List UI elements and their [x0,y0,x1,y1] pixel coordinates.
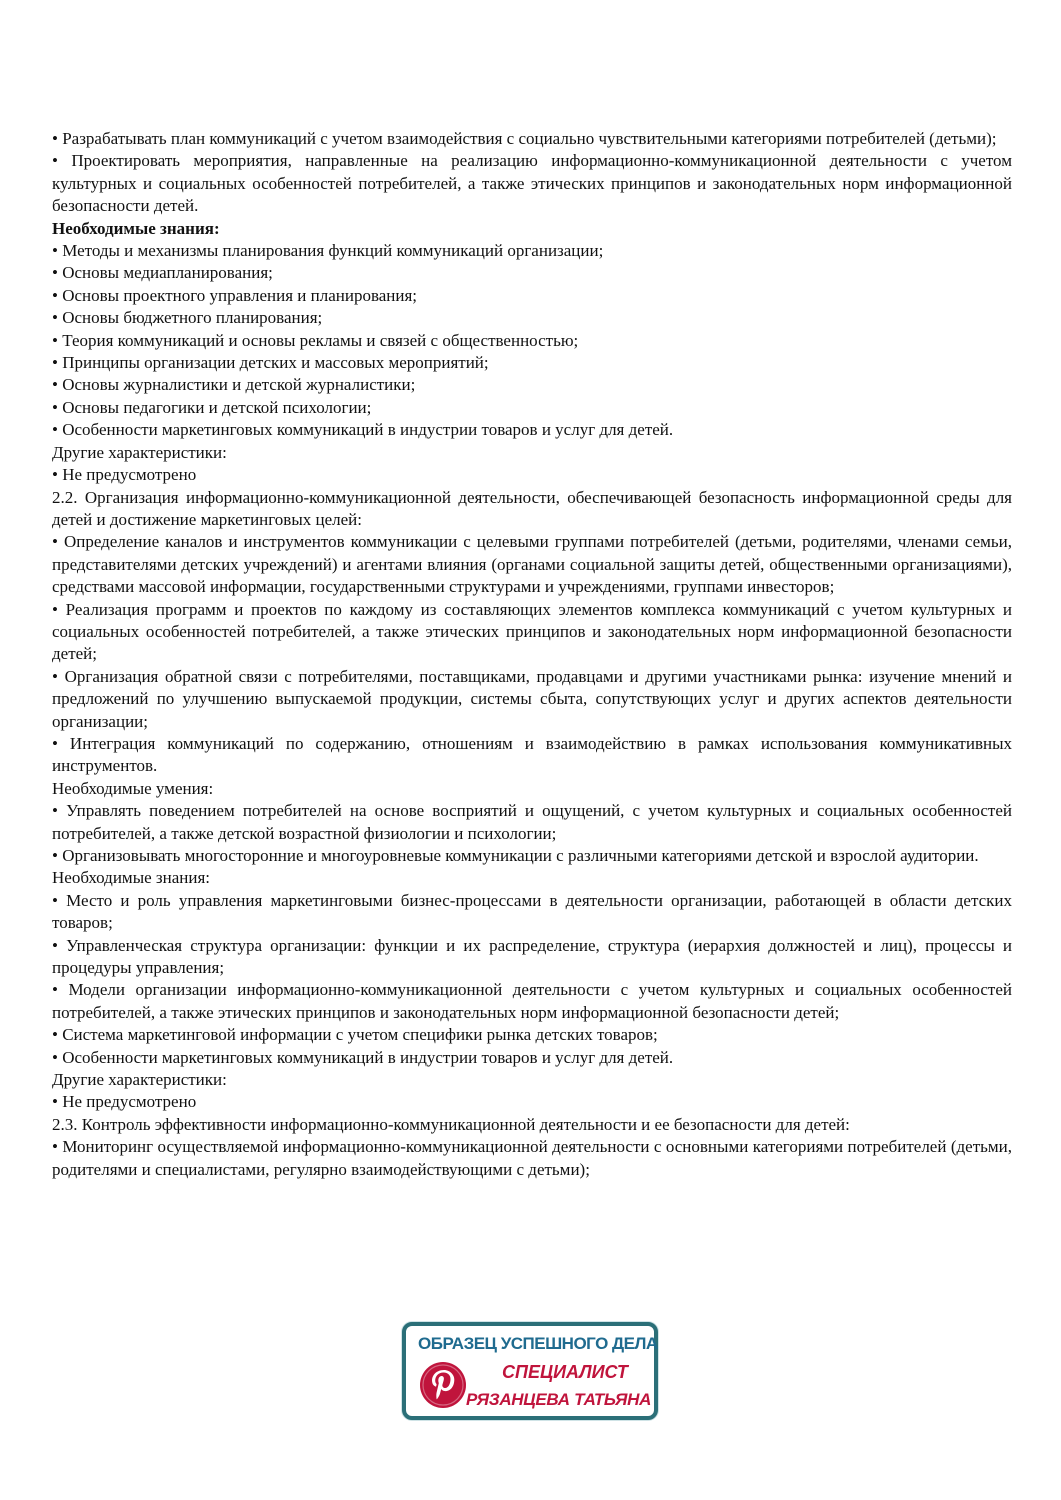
paragraph: • Основы журналистики и детской журналистики; [52,375,416,395]
watermark-stamp [402,1322,658,1420]
paragraph: Необходимые умения: [52,778,214,798]
paragraph: 2.2. Организация информационно-коммуникационной деятельности, обеспечивающей безопасность информационной среды для детей и достижение маркетинговых целей: [52,487,1012,529]
paragraph: Другие характеристики: [52,442,227,462]
paragraph: • Не предусмотрено [52,465,197,485]
pinterest-icon [418,1360,468,1410]
paragraph: • Основы бюджетного планирования; [52,308,323,328]
paragraph: • Управленческая структура организации: функции и их распределение, структура (иерархия должностей и лиц), процессы и процедуры управления; [52,935,1012,978]
paragraph: • Интеграция коммуникаций по содержанию, отношениям и взаимодействию в рамках использования коммуникативных инструментов. [52,733,1012,776]
paragraph: • Особенности маркетинговых коммуникаций в индустрии товаров и услуг для детей. [52,1047,674,1067]
stamp-subtitle: СПЕЦИАЛИСТ [502,1362,628,1382]
paragraph: • Определение каналов и инструментов коммуникации с целевыми группами потребителей (детьми, родителями, членами семьи, представителями детских учреждений) и агентами влияния (органами социальной защиты детей, общественными организациями), средствами массовой информации, государственными структурами и учреждениями, группами инвесторов; [52,532,1012,597]
document-body [52,128,1012,1181]
paragraph: • Организация обратной связи с потребителями, поставщиками, продавцами и другими участниками рынка: изучение мнений и предложений по улучшению выпускаемой продукции, системы сбыта, сопутствующих услуг и других аспектов деятельности организации; [52,666,1012,731]
stamp-title: ОБРАЗЕЦ УСПЕШНОГО ДЕЛА [418,1334,658,1353]
paragraph: • Организовывать многосторонние и многоуровневые коммуникации с различными категориями детской и взрослой аудитории. [52,846,979,865]
paragraph: • Основы проектного управления и планирования; [52,285,418,305]
paragraph: • Методы и механизмы планирования функций коммуникаций организации; [52,241,604,261]
stamp-name: РЯЗАНЦЕВА ТАТЬЯНА [466,1390,652,1409]
paragraph: Другие характеристики: [52,1070,227,1090]
paragraph: • Мониторинг осуществляемой информационно-коммуникационной деятельности с основными категориями потребителей (детьми, родителями и специалистами, регулярно взаимодействующими с детьми); [52,1137,1012,1179]
paragraph: • Модели организации информационно-коммуникационной деятельности с учетом культурных и социальных особенностей потребителей, а также этических принципов и законодательных норм информационной безопасности детей; [52,980,1012,1022]
paragraph: • Теория коммуникаций и основы рекламы и связей с общественностью; [52,330,579,350]
paragraph: 2.3. Контроль эффективности информационно-коммуникационной деятельности и ее безопасности для детей: [52,1114,850,1134]
paragraph: • Принципы организации детских и массовых мероприятий; [52,353,489,373]
paragraph: • Не предусмотрено [52,1092,197,1112]
paragraph: • Основы медиапланирования; [52,263,273,283]
paragraph: Необходимые знания: [52,868,211,888]
paragraph: • Реализация программ и проектов по каждому из составляющих элементов комплекса коммуникаций с учетом культурных и социальных особенностей потребителей, а также этических принципов и законодательных норм информационной безопасности детей; [52,599,1012,664]
section-heading: Необходимые знания: [52,218,220,238]
paragraph: • Место и роль управления маркетинговыми бизнес-процессами в деятельности организации, работающей в области детских товаров; [52,890,1012,933]
paragraph: • Проектировать мероприятия, направленные на реализацию информационно-коммуникационной деятельности с учетом культурных и социальных особенностей потребителей, а также этических принципов и законодательных норм информационной безопасности детей. [52,151,1012,216]
paragraph: • Особенности маркетинговых коммуникаций в индустрии товаров и услуг для детей. [52,420,674,440]
paragraph: • Разрабатывать план коммуникаций с учетом взаимодействия с социально чувствительными категориями потребителей (детьми); [52,129,997,148]
paragraph: • Система маркетинговой информации с учетом специфики рынка детских товаров; [52,1025,658,1045]
paragraph: • Управлять поведением потребителей на основе восприятий и ощущений, с учетом культурных и социальных особенностей потребителей, а также детской возрастной физиологии и психологии; [52,801,1012,843]
paragraph: • Основы педагогики и детской психологии; [52,397,372,417]
